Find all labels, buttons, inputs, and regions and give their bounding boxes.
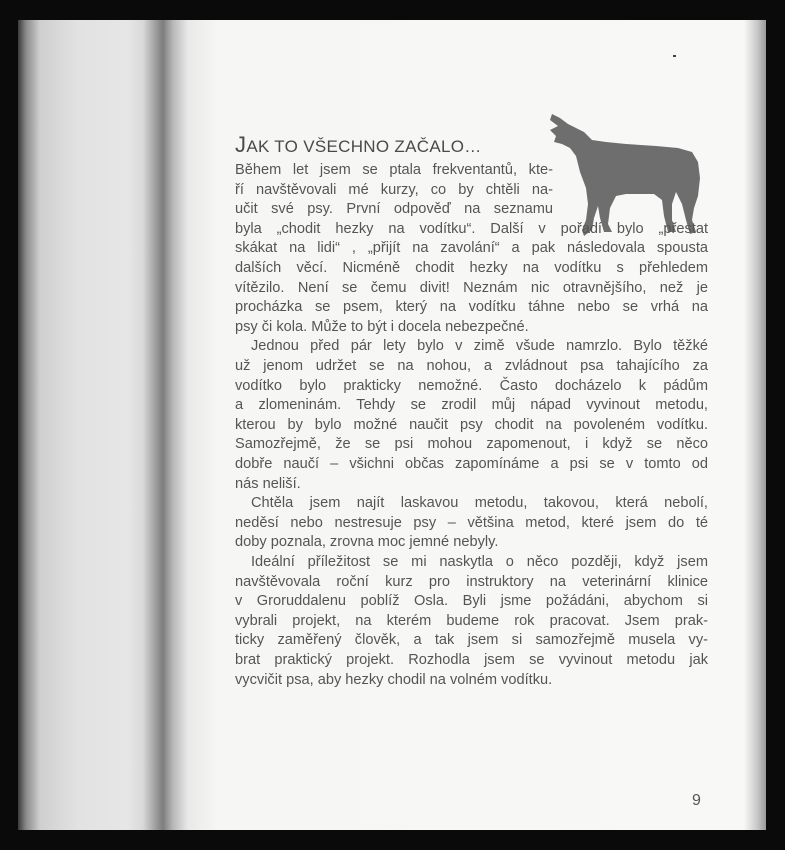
text-line: kterou by bylo možné naučit psy chodit na povoleném vodítku. bbox=[235, 416, 708, 433]
text-line: Během let jsem se ptala frekventantů, kte- bbox=[235, 162, 553, 178]
text-line: vycvičit psa, aby hezky chodil na volném vodítku. bbox=[235, 671, 553, 688]
text-line: Jednou před pár lety bylo v zimě všude namrzlo. Bylo těžké bbox=[251, 338, 708, 355]
text-line: a zlomeninám. Tehdy se zrodil můj nápad vyvinout metodu, bbox=[235, 397, 708, 414]
text-line: vybrali projekt, na kterém budeme rok pracovat. Jsem prak- bbox=[235, 612, 708, 629]
text-line: byla „chodit hezky na vodítku“. Další v pořadí bylo „přestat bbox=[235, 220, 708, 237]
text-line: v Groruddalenu poblíž Osla. Byli jsme požádáni, abychom si bbox=[235, 593, 708, 610]
chapter-heading bbox=[235, 132, 482, 158]
heading-rest: AK TO VŠECHNO ZAČALO… bbox=[246, 137, 482, 156]
text-line: ří navštěvovali mé kurzy, co by chtěli na- bbox=[235, 181, 553, 198]
text-line: psy či kola. Může to být i docela nebezpečné. bbox=[235, 318, 529, 335]
text-line: navštěvovala roční kurz pro instruktory na veterinární klinice bbox=[235, 573, 708, 590]
heading-initial: J bbox=[235, 132, 247, 157]
text-line: Chtěla jsem najít laskavou metodu, takovou, která nebolí, bbox=[251, 495, 708, 512]
text-line: dobře naučí – všichni občas zapomínáme a psi se v tomto od bbox=[235, 456, 708, 472]
text-line: brat praktický projekt. Rozhodla jsem se vyvinout metodu jak bbox=[235, 652, 708, 668]
page-number: 9 bbox=[692, 792, 701, 809]
text-line: neděsí nebo nestresuje psy – většina metod, které jsem do té bbox=[235, 514, 708, 531]
text-line: už jenom udržet se na nohou, a zvládnout psa tahajícího za bbox=[235, 358, 708, 374]
text-line: nás neliší. bbox=[235, 475, 301, 492]
text-line: vítězilo. Není se čemu divit! Neznám nic otravnějšího, než je bbox=[235, 279, 708, 296]
text-line: doby poznala, zrovna moc jemné nebyly. bbox=[235, 534, 499, 551]
text-line: učit své psy. První odpověď na seznamu bbox=[235, 201, 553, 218]
speck bbox=[673, 55, 676, 57]
text-line: Ideální příležitost se mi naskytla o něco později, když jsem bbox=[251, 554, 708, 570]
text-line: Samozřejmě, že se psi mohou zapomenout, i když se něco bbox=[235, 436, 708, 453]
text-line: skákat na lidi“ , „přijít na zavolání“ a pak následovala spousta bbox=[235, 240, 708, 257]
book-page bbox=[18, 20, 766, 830]
text-line: vodítko bylo prakticky nemožné. Často docházelo k pádům bbox=[235, 377, 708, 394]
text-line: ticky zaměřený člověk, a tak jsem si samozřejmě musela vy- bbox=[235, 632, 708, 649]
text-line: procházka se psem, který na vodítku táhne nebo se vrhá na bbox=[235, 299, 708, 316]
text-line: dalších věcí. Nicméně chodit hezky na vodítku s přehledem bbox=[235, 260, 708, 276]
